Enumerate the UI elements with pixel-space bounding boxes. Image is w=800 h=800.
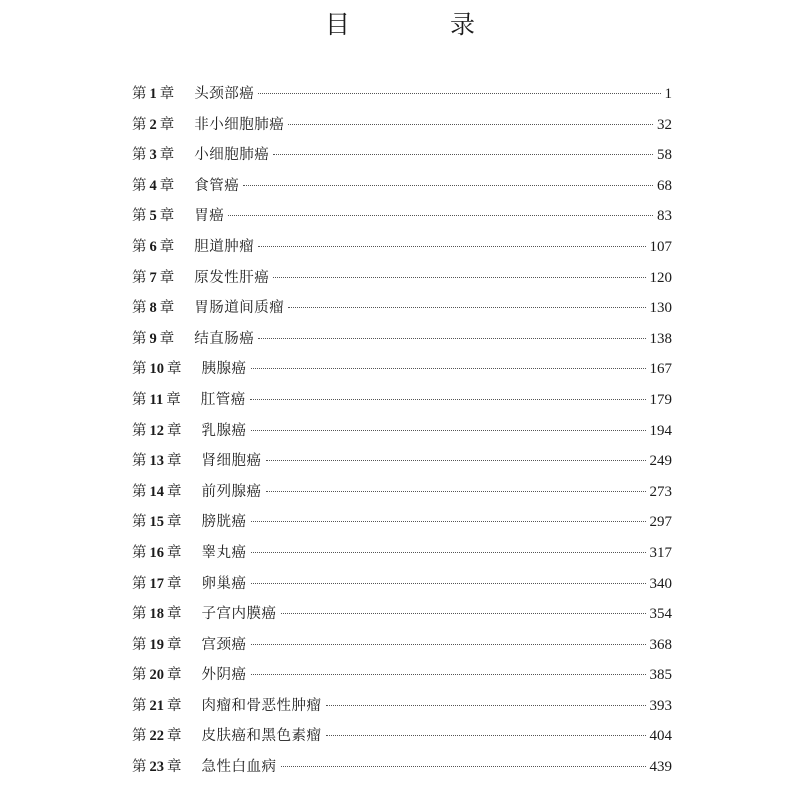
dot-leader (258, 246, 645, 247)
chapter-title: 睾丸癌 (201, 544, 247, 561)
dot-leader (251, 583, 646, 584)
chapter-title: 原发性肝癌 (194, 269, 270, 286)
chapter-title: 胆道肿瘤 (194, 238, 255, 255)
page-title: 目 录 (325, 10, 521, 39)
page-number: 439 (649, 759, 672, 776)
chapter-number: 第 3 章 (132, 147, 175, 164)
toc-entry-chapter-13[interactable] (132, 446, 672, 477)
page-number: 385 (649, 667, 672, 684)
dot-leader (228, 215, 653, 216)
toc-entry-chapter-10[interactable] (132, 354, 672, 385)
page-number: 120 (649, 269, 672, 286)
toc-entry-chapter-11[interactable] (132, 385, 672, 416)
chapter-title: 急性白血病 (201, 759, 277, 776)
chapter-title: 胰腺癌 (201, 361, 247, 378)
dot-leader (281, 613, 646, 614)
dot-leader (273, 154, 653, 155)
dot-leader (288, 307, 645, 308)
chapter-title: 胃肠道间质瘤 (194, 300, 285, 317)
chapter-number: 第 5 章 (132, 208, 175, 225)
chapter-title: 宫颈癌 (201, 636, 247, 653)
chapter-title: 胃癌 (194, 208, 225, 225)
table-of-contents (132, 79, 672, 783)
dot-leader (258, 338, 645, 339)
chapter-number: 第 1 章 (132, 86, 175, 102)
page-number: 297 (649, 514, 672, 531)
chapter-number: 第 22 章 (132, 728, 182, 745)
chapter-title: 肛管癌 (200, 391, 246, 408)
page-number: 368 (649, 636, 672, 653)
chapter-number: 第 19 章 (132, 636, 182, 653)
dot-leader (251, 644, 646, 645)
chapter-title: 前列腺癌 (201, 483, 262, 500)
page-number: 68 (657, 177, 672, 194)
chapter-number: 第 13 章 (132, 453, 182, 470)
page-number: 404 (649, 728, 672, 745)
toc-entry-chapter-22[interactable] (132, 721, 672, 752)
chapter-number: 第 21 章 (132, 697, 182, 714)
toc-entry-chapter-20[interactable] (132, 660, 672, 691)
chapter-number: 第 10 章 (132, 361, 182, 378)
toc-entry-chapter-12[interactable] (132, 416, 672, 447)
page-number: 83 (657, 208, 672, 225)
dot-leader (326, 735, 646, 736)
chapter-title: 乳腺癌 (201, 422, 247, 439)
toc-entry-chapter-9[interactable] (132, 324, 672, 355)
toc-entry-chapter-21[interactable] (132, 691, 672, 722)
page-number: 317 (649, 544, 672, 561)
chapter-number: 第 14 章 (132, 483, 182, 500)
page-number: 107 (649, 238, 672, 255)
dot-leader (250, 399, 646, 400)
chapter-number: 第 6 章 (132, 238, 175, 255)
chapter-title: 小细胞肺癌 (194, 147, 270, 164)
dot-leader (258, 93, 660, 94)
dot-leader (251, 430, 646, 431)
chapter-number: 第 18 章 (132, 606, 182, 623)
page-number: 167 (649, 361, 672, 378)
dot-leader (266, 491, 646, 492)
chapter-number: 第 11 章 (132, 391, 181, 408)
dot-leader (251, 674, 646, 675)
toc-entry-chapter-17[interactable] (132, 569, 672, 600)
toc-entry-chapter-4[interactable] (132, 171, 672, 202)
chapter-number: 第 4 章 (132, 177, 175, 194)
chapter-title: 卵巢癌 (201, 575, 247, 592)
dot-leader (288, 124, 653, 125)
page-number: 179 (649, 391, 672, 408)
dot-leader (266, 460, 646, 461)
toc-entry-chapter-1[interactable] (132, 79, 672, 110)
page-number: 58 (657, 147, 672, 164)
toc-entry-chapter-8[interactable] (132, 293, 672, 324)
toc-entry-chapter-2[interactable] (132, 110, 672, 141)
chapter-title: 皮肤癌和黑色素瘤 (201, 728, 322, 745)
chapter-title: 非小细胞肺癌 (194, 116, 285, 133)
toc-entry-chapter-14[interactable] (132, 477, 672, 508)
chapter-number: 第 20 章 (132, 667, 182, 684)
toc-entry-chapter-15[interactable] (132, 507, 672, 538)
page-number: 138 (649, 330, 672, 347)
chapter-number: 第 16 章 (132, 544, 182, 561)
chapter-title: 子宫内膜癌 (201, 606, 277, 623)
page-number: 32 (657, 116, 672, 133)
dot-leader (251, 552, 646, 553)
chapter-number: 第 23 章 (132, 759, 182, 776)
chapter-title: 肾细胞癌 (201, 453, 262, 470)
toc-entry-chapter-23[interactable] (132, 752, 672, 783)
chapter-title: 外阴癌 (201, 667, 247, 684)
page-number: 273 (649, 483, 672, 500)
page-number: 393 (649, 697, 672, 714)
chapter-title: 结直肠癌 (194, 330, 255, 347)
page-number: 1 (664, 86, 672, 102)
dot-leader (326, 705, 646, 706)
chapter-number: 第 15 章 (132, 514, 182, 531)
dot-leader (251, 368, 646, 369)
page-number: 194 (649, 422, 672, 439)
dot-leader (273, 277, 645, 278)
chapter-number: 第 12 章 (132, 422, 182, 439)
toc-entry-chapter-19[interactable] (132, 630, 672, 661)
chapter-number: 第 7 章 (132, 269, 175, 286)
chapter-number: 第 8 章 (132, 300, 175, 317)
page-number: 130 (649, 300, 672, 317)
toc-entry-chapter-7[interactable] (132, 263, 672, 294)
chapter-number: 第 17 章 (132, 575, 182, 592)
chapter-title: 食管癌 (194, 177, 240, 194)
chapter-title: 膀胱癌 (201, 514, 247, 531)
toc-entry-chapter-16[interactable] (132, 538, 672, 569)
page-number: 249 (649, 453, 672, 470)
chapter-title: 肉瘤和骨恶性肿瘤 (201, 697, 322, 714)
page-number: 340 (649, 575, 672, 592)
page-number: 354 (649, 606, 672, 623)
toc-entry-chapter-5[interactable] (132, 201, 672, 232)
dot-leader (251, 521, 646, 522)
chapter-title: 头颈部癌 (194, 86, 255, 102)
toc-entry-chapter-3[interactable] (132, 140, 672, 171)
chapter-number: 第 2 章 (132, 116, 175, 133)
toc-entry-chapter-6[interactable] (132, 232, 672, 263)
chapter-number: 第 9 章 (132, 330, 175, 347)
dot-leader (281, 766, 646, 767)
toc-entry-chapter-18[interactable] (132, 599, 672, 630)
dot-leader (243, 185, 653, 186)
